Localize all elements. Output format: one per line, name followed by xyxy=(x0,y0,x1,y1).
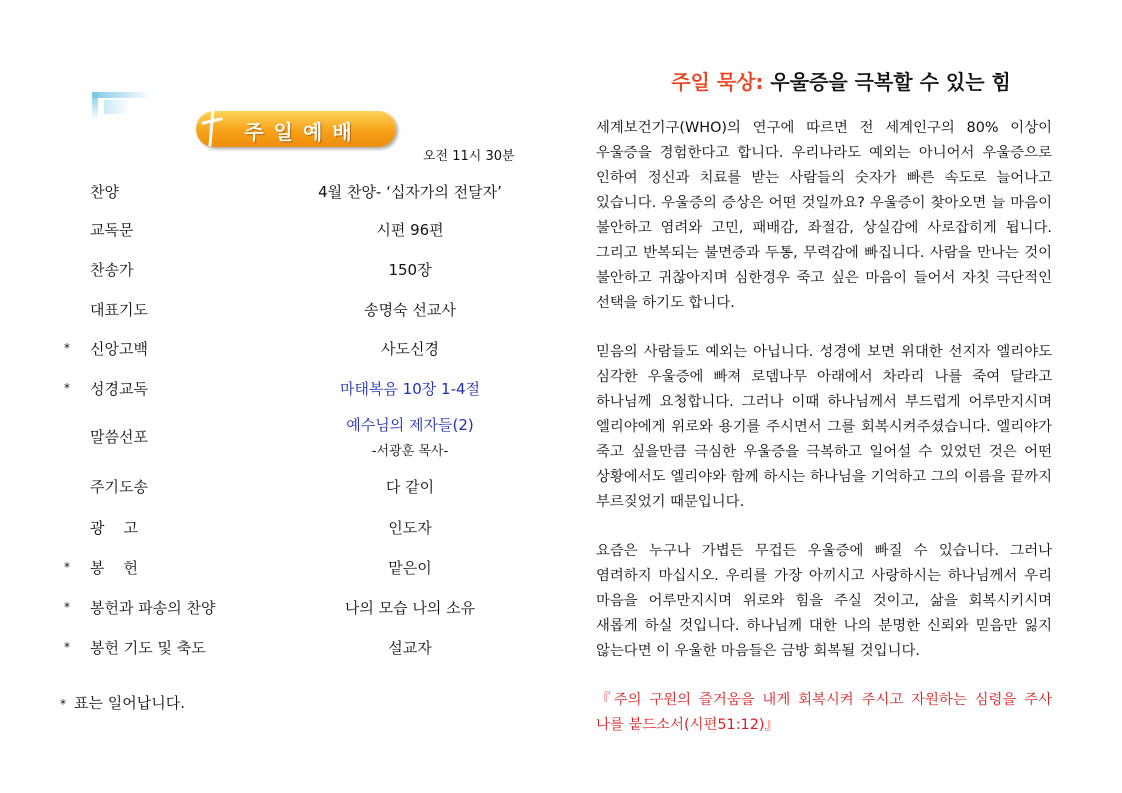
order-label: 교독문 xyxy=(90,221,134,239)
order-row xyxy=(0,637,560,659)
preacher-name: -서광훈 목사- xyxy=(371,444,449,459)
order-value: 인도자 xyxy=(388,519,432,537)
worship-banner xyxy=(196,111,396,147)
sermon-title: 예수님의 제자들(2) xyxy=(346,416,474,434)
order-value: 설교자 xyxy=(388,639,432,657)
order-label: 봉 헌 xyxy=(90,559,139,577)
order-row xyxy=(0,557,560,579)
decorative-corner xyxy=(92,92,152,122)
order-row xyxy=(0,597,560,619)
order-row xyxy=(0,181,560,203)
order-of-worship-page xyxy=(0,0,560,793)
order-label: 광 고 xyxy=(90,519,139,537)
order-label: 찬양 xyxy=(90,183,119,201)
meditation-paragraph: 세계보건기구(WHO)의 연구에 따르면 전 세계인구의 80% 이상이 우울증을 경험한다고 합니다. 우리나라도 예외는 아니어서 우울증으로 인하여 정신과 치료를 받는 사람들의 숫자가 빠른 속도로 늘어나고 있습니다. 우울증의 증상은 어떤 것일까요? 우울증이 찾아오면 늘 마음이 불안하고 염려와 고민, 패배감, 좌절감, 상실감에 사로잡히게 됩니다. 그리고 반복되는 불면증과 두통, 무력감에 빠집니다. 사람을 만나는 것이 불안하고 귀찮아지며 심한경우 죽고 싶은 마음이 들어서 자칫 극단적인 선택을 하기도 합니다. xyxy=(596,120,1052,311)
order-value: 나의 모습 나의 소유 xyxy=(344,599,476,617)
scripture-reading-value: 마태복음 10장 1-4절 xyxy=(339,380,481,398)
meditation-page xyxy=(560,0,1122,793)
order-label: 찬송가 xyxy=(90,261,134,279)
standing-marker: * xyxy=(64,560,70,574)
order-value: 다 같이 xyxy=(385,478,435,496)
order-row xyxy=(0,414,560,464)
order-value: 시편 96편 xyxy=(376,221,444,239)
order-row xyxy=(0,476,560,498)
standing-marker: * xyxy=(60,697,66,711)
standing-marker: * xyxy=(64,640,70,654)
meditation-title-text: 우울증을 극복할 수 있는 힘 xyxy=(770,70,1011,94)
order-label: 신앙고백 xyxy=(90,340,148,358)
order-value: 150장 xyxy=(388,261,432,279)
order-label: 성경교독 xyxy=(90,380,148,398)
banner-title: 주일예배 xyxy=(244,120,362,144)
order-row xyxy=(0,517,560,539)
order-value: 사도신경 xyxy=(381,340,439,358)
bible-verse: 『주의 구원의 즐거움을 내게 회복시켜 주시고 자원하는 심령을 주사 나를 붙드소서(시편51:12)』 xyxy=(596,692,1052,733)
standing-marker: * xyxy=(64,341,70,355)
order-value: 4월 찬양- ‘십자가의 전달자’ xyxy=(318,183,502,201)
order-row xyxy=(0,259,560,281)
standing-marker: * xyxy=(64,381,70,395)
order-row xyxy=(0,299,560,321)
meditation-title xyxy=(560,66,1122,95)
order-label: 대표기도 xyxy=(90,301,148,319)
order-value: 맡은이 xyxy=(388,559,432,577)
order-row xyxy=(0,219,560,241)
standing-marker: * xyxy=(64,600,70,614)
order-row xyxy=(0,378,560,400)
order-label: 봉헌 기도 및 축도 xyxy=(90,639,206,657)
order-label: 봉헌과 파송의 찬양 xyxy=(90,599,216,617)
order-row xyxy=(0,338,560,360)
order-label: 말씀선포 xyxy=(90,428,148,446)
meditation-title-prefix: 주일 묵상: xyxy=(671,70,764,94)
meditation-paragraph: 요즘은 누구나 가볍든 무겁든 우울증에 빠질 수 있습니다. 그러나 염려하지 마십시오. 우리를 가장 아끼시고 사랑하시는 하나님께서 우리 마음을 어루만지시며 위로와 힘을 주실 것이고, 삶을 회복시키시며 새롭게 하실 것입니다. 하나님께 대한 나의 분명한 신뢰와 믿음만 잃지 않는다면 이 우울한 마음들은 금방 회복될 것입니다. xyxy=(596,543,1052,659)
order-label: 주기도송 xyxy=(90,478,148,496)
order-value: 송명숙 선교사 xyxy=(364,301,456,319)
service-time: 오전 11시 30분 xyxy=(423,149,515,164)
meditation-paragraph: 믿음의 사람들도 예외는 아닙니다. 성경에 보면 위대한 선지자 엘리야도 심각한 우울증에 빠져 로뎀나무 아래에서 차라리 나를 죽여 달라고 하나님께 요청합니다. 그러나 이때 하나님께서 부드럽게 어루만지시며 엘리야에게 위로와 용기를 주시면서 그를 회복시켜주셨습니다. 엘리야가 죽고 싶을만큼 극심한 우울증을 극복하고 일어설 수 있었던 것은 어떤 상황에서도 엘리야와 함께 하시는 하나님을 기억하고 그의 이름을 끝까지 부르짖었기 때문입니다. xyxy=(596,344,1052,510)
standing-note-text: 표는 일어납니다. xyxy=(74,694,185,712)
standing-note xyxy=(60,692,185,713)
